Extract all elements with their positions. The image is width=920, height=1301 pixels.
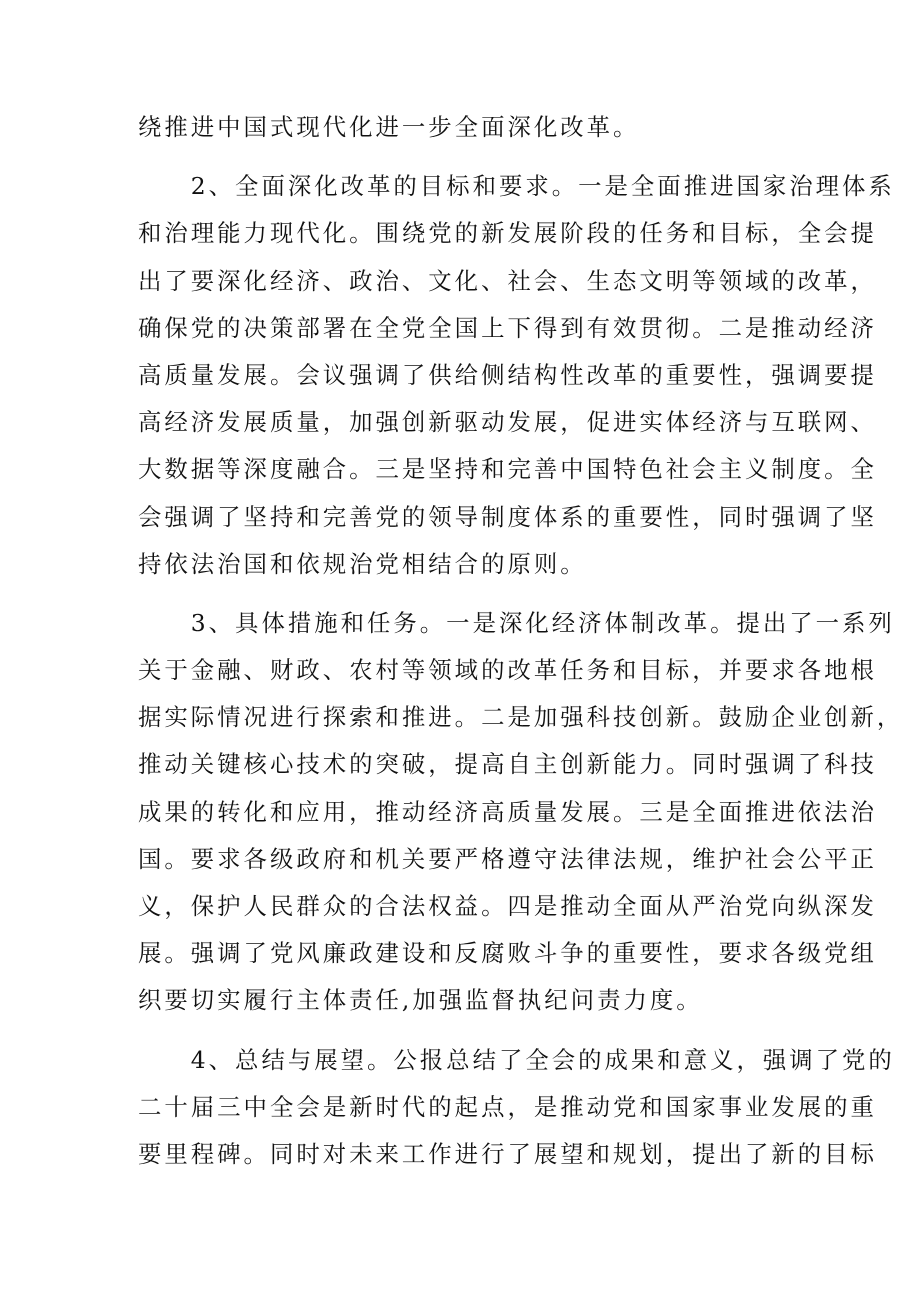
text-line: 关于金融、财政、农村等领域的改革任务和目标，并要求各地根 xyxy=(138,656,877,685)
text-line: 绕推进中国式现代化进一步全面深化改革。 xyxy=(138,113,640,141)
text-line: 确保党的决策部署在全党全国上下得到有效贯彻。二是推动经济 xyxy=(138,313,877,342)
text-line: 3、具体措施和任务。一是深化经济体制改革。提出了一系列 xyxy=(138,608,895,637)
text-line: 持依法治国和依规治党相结合的原则。 xyxy=(138,549,587,578)
text-line: 4、总结与展望。公报总结了全会的成果和意义，强调了党的 xyxy=(138,1045,895,1074)
text-line: 会强调了坚持和完善党的领导制度体系的重要性，同时强调了坚 xyxy=(138,502,877,531)
text-line: 高经济发展质量，加强创新驱动发展，促进实体经济与互联网、 xyxy=(138,408,877,437)
text-line: 展。强调了党风廉政建设和反腐败斗争的重要性，要求各级党组 xyxy=(138,939,877,968)
text-line: 成果的转化和应用，推动经济高质量发展。三是全面推进依法治 xyxy=(138,797,877,826)
text-line: 和治理能力现代化。围绕党的新发展阶段的任务和目标，全会提 xyxy=(138,219,877,248)
document-body xyxy=(138,104,904,1178)
text-line: 国。要求各级政府和机关要严格遵守法律法规，维护社会公平正 xyxy=(138,844,877,873)
text-line: 二十届三中全会是新时代的起点，是推动党和国家事业发展的重 xyxy=(138,1092,877,1121)
paragraph-gap xyxy=(138,1025,788,1037)
text-line: 要里程碑。同时对未来工作进行了展望和规划，提出了新的目标 xyxy=(138,1139,877,1168)
text-line: 大数据等深度融合。三是坚持和完善中国特色社会主义制度。全 xyxy=(138,455,877,484)
text-line: 据实际情况进行探索和推进。二是加强科技创新。鼓励企业创新， xyxy=(138,703,904,732)
text-line: 出了要深化经济、政治、文化、社会、生态文明等领域的改革， xyxy=(138,266,877,295)
paragraph-gap xyxy=(138,151,788,163)
text-line: 推动关键核心技术的突破，提高自主创新能力。同时强调了科技 xyxy=(138,750,877,779)
text-line: 高质量发展。会议强调了供给侧结构性改革的重要性，强调要提 xyxy=(138,360,877,389)
text-line: 2、全面深化改革的目标和要求。一是全面推进国家治理体系 xyxy=(138,172,895,201)
text-line: 义，保护人民群众的合法权益。四是推动全面从严治党向纵深发 xyxy=(138,892,877,920)
paragraph-gap xyxy=(138,588,788,600)
text-line: 织要切实履行主体责任,加强监督执纪问责力度。 xyxy=(138,986,703,1015)
